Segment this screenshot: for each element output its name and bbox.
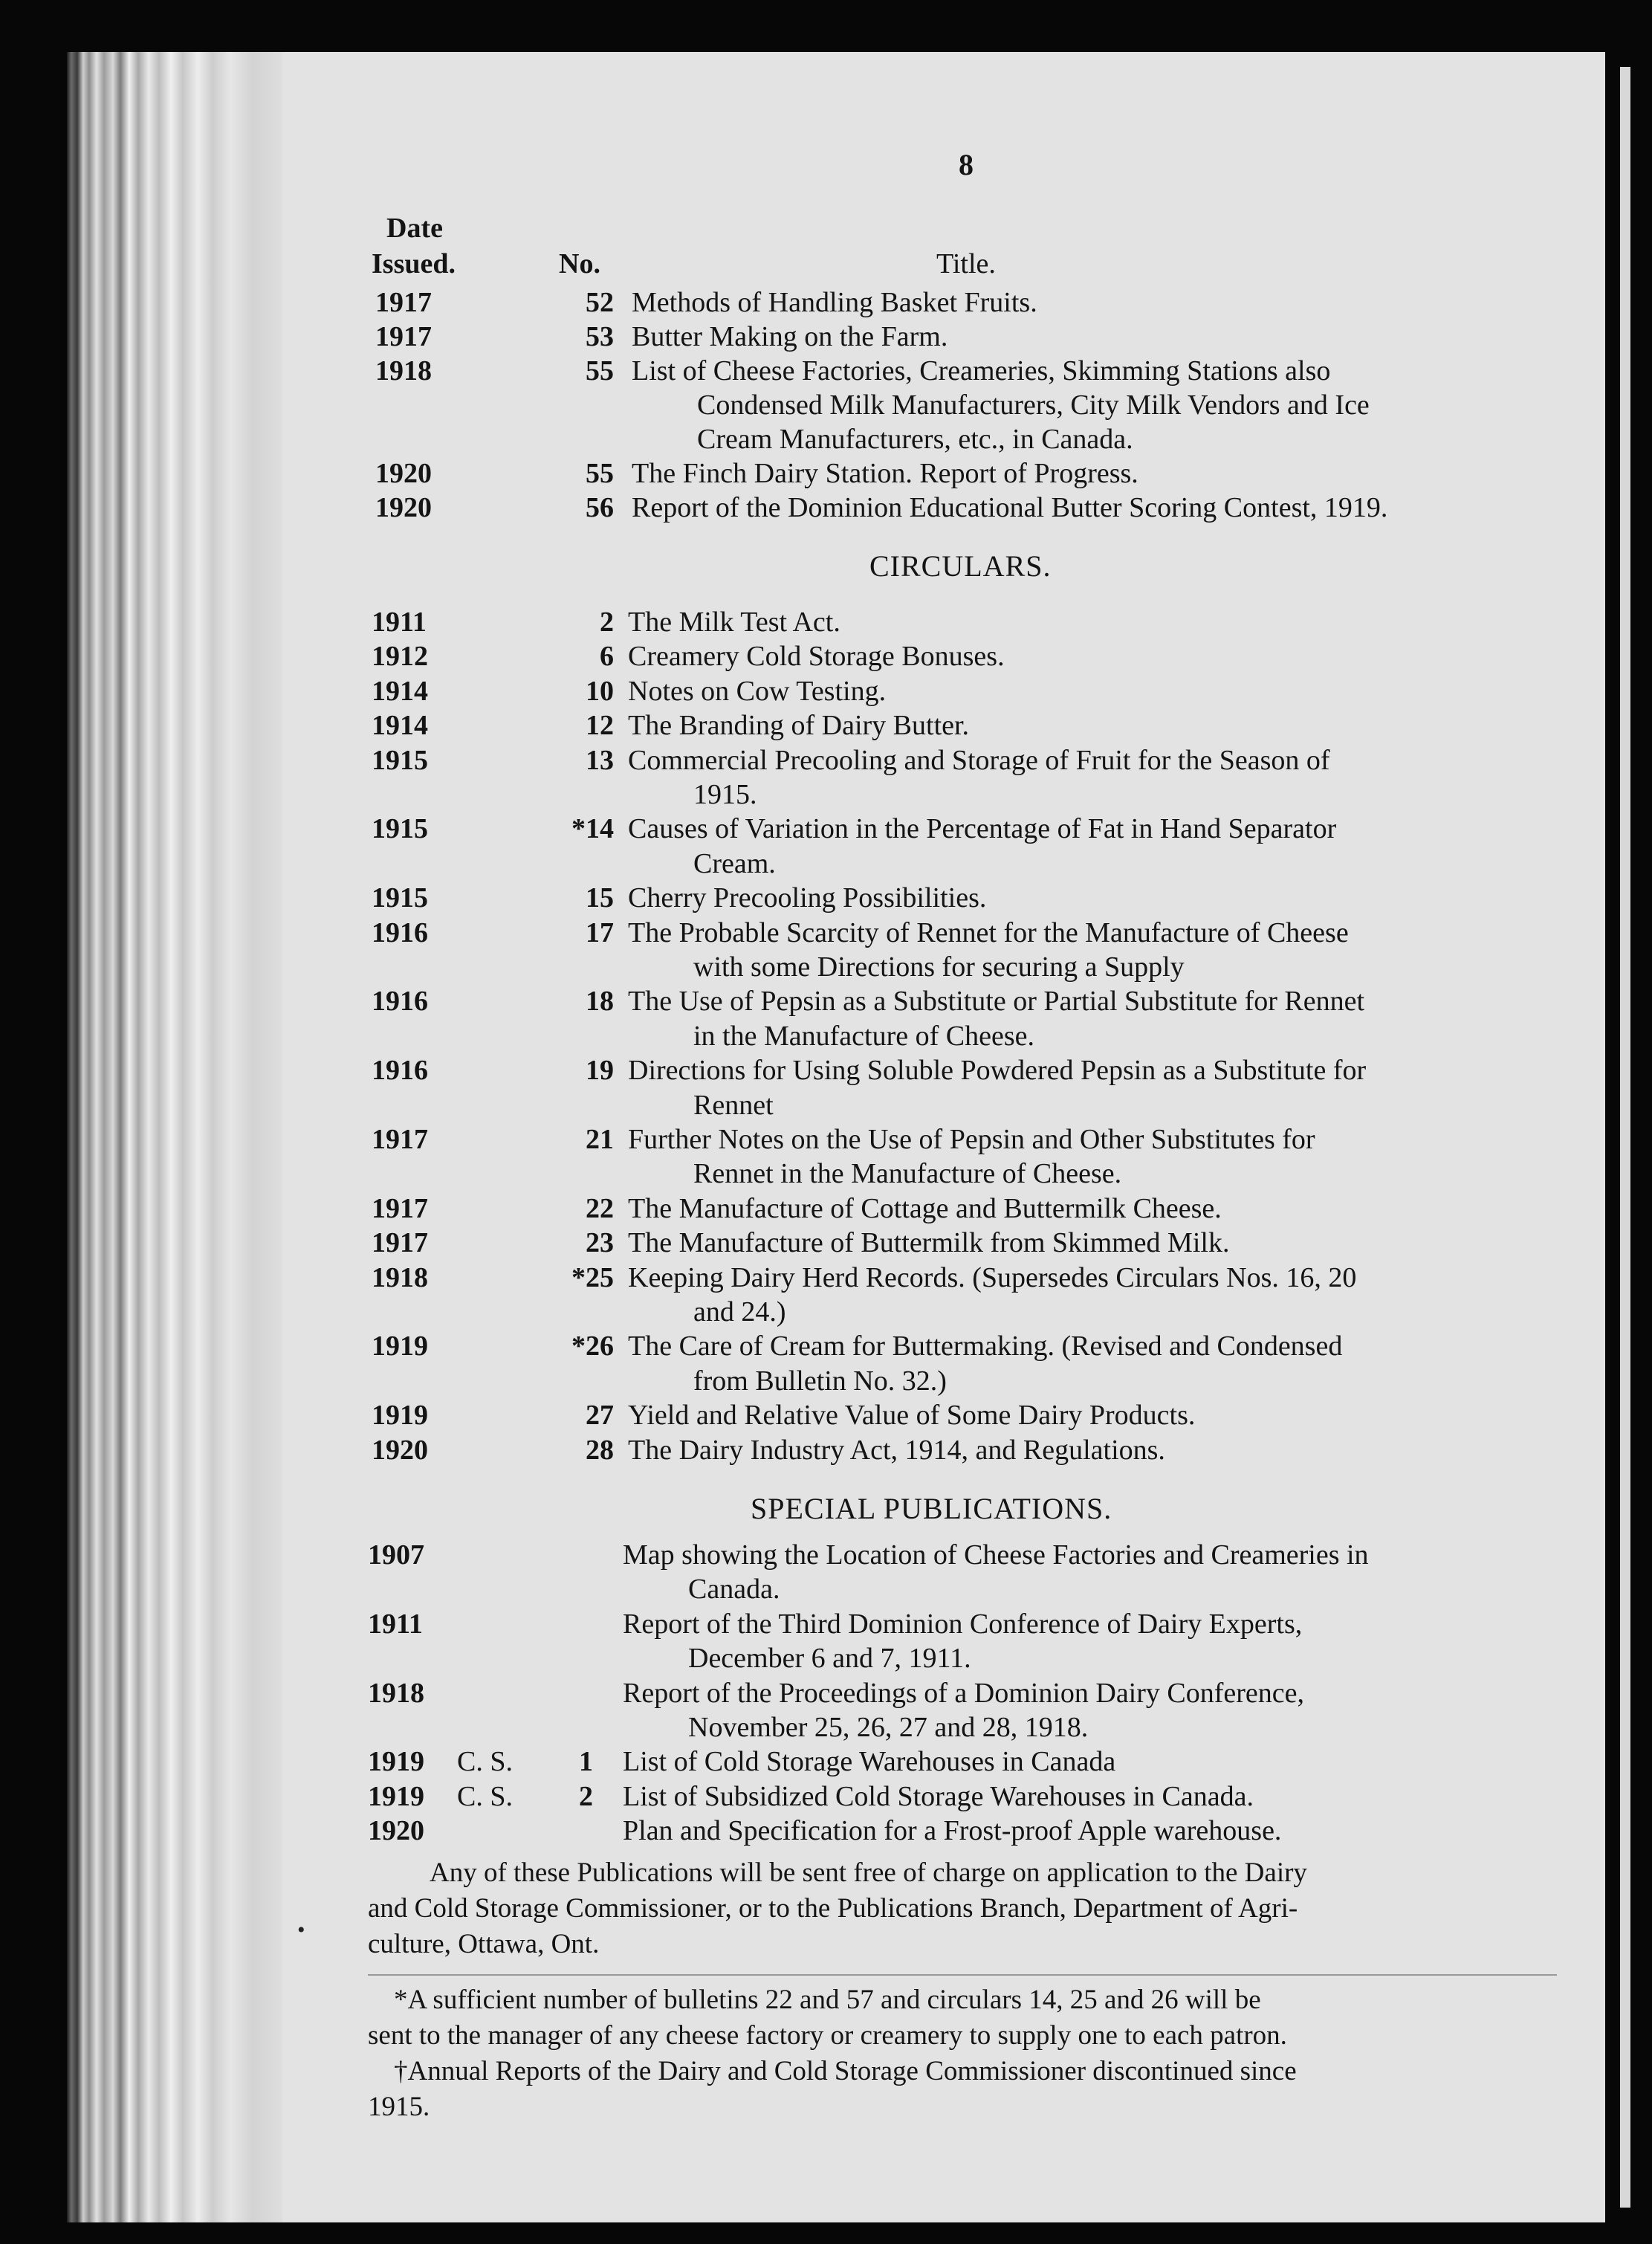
entry-date: 1912 bbox=[372, 641, 428, 673]
entry-title-line: Notes on Cow Testing. bbox=[628, 675, 887, 707]
entry-title-line: Condensed Milk Manufacturers, City Milk Vendors and Ice bbox=[697, 389, 1370, 421]
entry-date: 1907 bbox=[368, 1539, 424, 1571]
entry-title-line: The Milk Test Act. bbox=[628, 607, 840, 638]
entry-title-line: Rennet in the Manufacture of Cheese. bbox=[693, 1158, 1122, 1190]
entry-title-line: Report of the Proceedings of a Dominion Dairy Conference, bbox=[623, 1677, 1305, 1709]
entry-number: 52 bbox=[586, 287, 614, 318]
entry-number: 12 bbox=[586, 710, 614, 742]
entry-title-line: List of Cheese Factories, Creameries, Skimming Stations also bbox=[632, 355, 1331, 387]
entry-title-line: The Manufacture of Buttermilk from Skimmed Milk. bbox=[628, 1227, 1230, 1259]
book-page-edges bbox=[67, 52, 282, 2222]
entry-date: 1911 bbox=[368, 1608, 423, 1640]
entry-date: 1915 bbox=[372, 882, 428, 914]
entry-number: 55 bbox=[586, 355, 614, 387]
entry-date: 1918 bbox=[372, 1261, 428, 1293]
entry-date: 1918 bbox=[368, 1677, 424, 1709]
entry-date: 1920 bbox=[368, 1815, 424, 1847]
entry-title-line: Keeping Dairy Herd Records. (Supersedes Circulars Nos. 16, 20 bbox=[628, 1261, 1357, 1293]
entry-date: 1920 bbox=[372, 1434, 428, 1466]
entry-number: 6 bbox=[600, 641, 614, 673]
entry-title-line: Further Notes on the Use of Pepsin and Other Substitutes for bbox=[628, 1124, 1315, 1155]
entry-number: 2 bbox=[579, 1780, 593, 1812]
entry-number: 10 bbox=[586, 675, 614, 707]
entry-date: 1914 bbox=[372, 710, 428, 742]
next-page-edge bbox=[1620, 67, 1630, 2208]
entry-number: 28 bbox=[586, 1434, 614, 1466]
entry-number: 17 bbox=[586, 916, 614, 948]
stray-mark: • bbox=[297, 1918, 305, 1942]
entry-title-line: Cherry Precooling Possibilities. bbox=[628, 882, 987, 914]
entry-number: 15 bbox=[586, 882, 614, 914]
entry-title-line: from Bulletin No. 32.) bbox=[693, 1365, 947, 1397]
page-number: 8 bbox=[959, 148, 974, 181]
entry-date: 1917 bbox=[372, 1124, 428, 1155]
entry-title-line: Cream. bbox=[693, 847, 776, 879]
header-date-line1: Date bbox=[386, 213, 443, 244]
entry-title-line: The Branding of Dairy Butter. bbox=[628, 710, 970, 742]
entry-number: *14 bbox=[571, 813, 614, 845]
entry-title-line: with some Directions for securing a Supply bbox=[693, 951, 1185, 983]
entry-number: 55 bbox=[586, 458, 614, 489]
entry-date: 1919 bbox=[372, 1400, 428, 1432]
footnote-line: 1915. bbox=[368, 2092, 430, 2122]
notice-line: and Cold Storage Commissioner, or to the Publications Branch, Department of Agri- bbox=[368, 1893, 1298, 1924]
entry-date: 1917 bbox=[372, 1227, 428, 1259]
entry-title-line: Plan and Specification for a Frost-proof Apple warehouse. bbox=[623, 1815, 1282, 1847]
entry-date: 1917 bbox=[372, 1192, 428, 1224]
header-no: No. bbox=[559, 248, 600, 279]
entry-title-line: Directions for Using Soluble Powdered Pepsin as a Substitute for bbox=[628, 1055, 1367, 1087]
entry-title-line: Commercial Precooling and Storage of Fruit for the Season of bbox=[628, 744, 1330, 776]
entry-date: 1916 bbox=[372, 1055, 428, 1087]
entry-date: 1915 bbox=[372, 744, 428, 776]
entry-date: 1919 bbox=[368, 1746, 424, 1778]
entry-title-line: Report of the Third Dominion Conference of Dairy Experts, bbox=[623, 1608, 1303, 1640]
entry-title-line: The Use of Pepsin as a Substitute or Partial Substitute for Rennet bbox=[628, 986, 1365, 1018]
entry-date: 1920 bbox=[375, 458, 432, 489]
entry-number: *26 bbox=[571, 1330, 614, 1362]
entry-number: 22 bbox=[586, 1192, 614, 1224]
entry-number: *25 bbox=[571, 1261, 614, 1293]
entry-title-line: Report of the Dominion Educational Butter Scoring Contest, 1919. bbox=[632, 492, 1388, 523]
entry-number: 23 bbox=[586, 1227, 614, 1259]
entry-number: 53 bbox=[586, 321, 614, 352]
entry-title-line: Creamery Cold Storage Bonuses. bbox=[628, 641, 1005, 673]
footnote-line: *A sufficient number of bulletins 22 and 57 and circulars 14, 25 and 26 will be bbox=[394, 1985, 1261, 2015]
entry-date: 1919 bbox=[372, 1330, 428, 1362]
notice-line: culture, Ottawa, Ont. bbox=[368, 1929, 600, 1959]
footnote-line: †Annual Reports of the Dairy and Cold Storage Commissioner discontinued since bbox=[394, 2056, 1297, 2086]
entry-date: 1920 bbox=[375, 492, 432, 523]
header-title: Title. bbox=[936, 248, 996, 279]
entry-number: 1 bbox=[579, 1746, 593, 1778]
entry-date: 1917 bbox=[375, 321, 432, 352]
entry-title-line: List of Cold Storage Warehouses in Canada bbox=[623, 1746, 1116, 1778]
entry-title-line: List of Subsidized Cold Storage Warehouses in Canada. bbox=[623, 1780, 1254, 1812]
entry-date: 1918 bbox=[375, 355, 432, 387]
entry-title-line: 1915. bbox=[693, 779, 757, 810]
entry-series: C. S. bbox=[457, 1780, 513, 1812]
special-publications-heading: SPECIAL PUBLICATIONS. bbox=[751, 1492, 1112, 1525]
entry-title-line: December 6 and 7, 1911. bbox=[688, 1643, 971, 1675]
footnote-divider bbox=[368, 1974, 1557, 1976]
entry-date: 1914 bbox=[372, 675, 428, 707]
header-date-line2: Issued. bbox=[372, 248, 456, 279]
entry-title-line: in the Manufacture of Cheese. bbox=[693, 1020, 1034, 1052]
entry-title-line: Methods of Handling Basket Fruits. bbox=[632, 287, 1037, 318]
entry-date: 1911 bbox=[372, 607, 427, 638]
entry-title-line: The Dairy Industry Act, 1914, and Regulations. bbox=[628, 1434, 1165, 1466]
entry-date: 1916 bbox=[372, 986, 428, 1018]
entry-title-line: and 24.) bbox=[693, 1296, 786, 1328]
entry-title-line: The Care of Cream for Buttermaking. (Revised and Condensed bbox=[628, 1330, 1343, 1362]
entry-number: 21 bbox=[586, 1124, 614, 1155]
footnote-line: sent to the manager of any cheese factory or creamery to supply one to each patron. bbox=[368, 2020, 1287, 2051]
entry-number: 2 bbox=[600, 607, 614, 638]
entry-title-line: Cream Manufacturers, etc., in Canada. bbox=[697, 424, 1133, 455]
entry-number: 13 bbox=[586, 744, 614, 776]
entry-number: 27 bbox=[586, 1400, 614, 1432]
entry-title-line: The Probable Scarcity of Rennet for the Manufacture of Cheese bbox=[628, 916, 1349, 948]
entry-title-line: Canada. bbox=[688, 1574, 780, 1606]
entry-series: C. S. bbox=[457, 1746, 513, 1778]
entry-date: 1917 bbox=[375, 287, 432, 318]
entry-title-line: Butter Making on the Farm. bbox=[632, 321, 948, 352]
entry-number: 56 bbox=[586, 492, 614, 523]
entry-date: 1919 bbox=[368, 1780, 424, 1812]
entry-title-line: Map showing the Location of Cheese Factories and Creameries in bbox=[623, 1539, 1369, 1571]
entry-title-line: The Manufacture of Cottage and Buttermilk Cheese. bbox=[628, 1192, 1222, 1224]
circulars-heading: CIRCULARS. bbox=[869, 549, 1052, 583]
entry-date: 1916 bbox=[372, 916, 428, 948]
entry-date: 1915 bbox=[372, 813, 428, 845]
entry-title-line: Yield and Relative Value of Some Dairy Products. bbox=[628, 1400, 1196, 1432]
entry-number: 19 bbox=[586, 1055, 614, 1087]
entry-title-line: The Finch Dairy Station. Report of Progress. bbox=[632, 458, 1138, 489]
notice-line: Any of these Publications will be sent free of charge on application to the Dairy bbox=[430, 1857, 1307, 1888]
entry-title-line: Causes of Variation in the Percentage of Fat in Hand Separator bbox=[628, 813, 1337, 845]
entry-title-line: Rennet bbox=[693, 1089, 774, 1121]
entry-title-line: November 25, 26, 27 and 28, 1918. bbox=[688, 1712, 1089, 1743]
entry-number: 18 bbox=[586, 986, 614, 1018]
